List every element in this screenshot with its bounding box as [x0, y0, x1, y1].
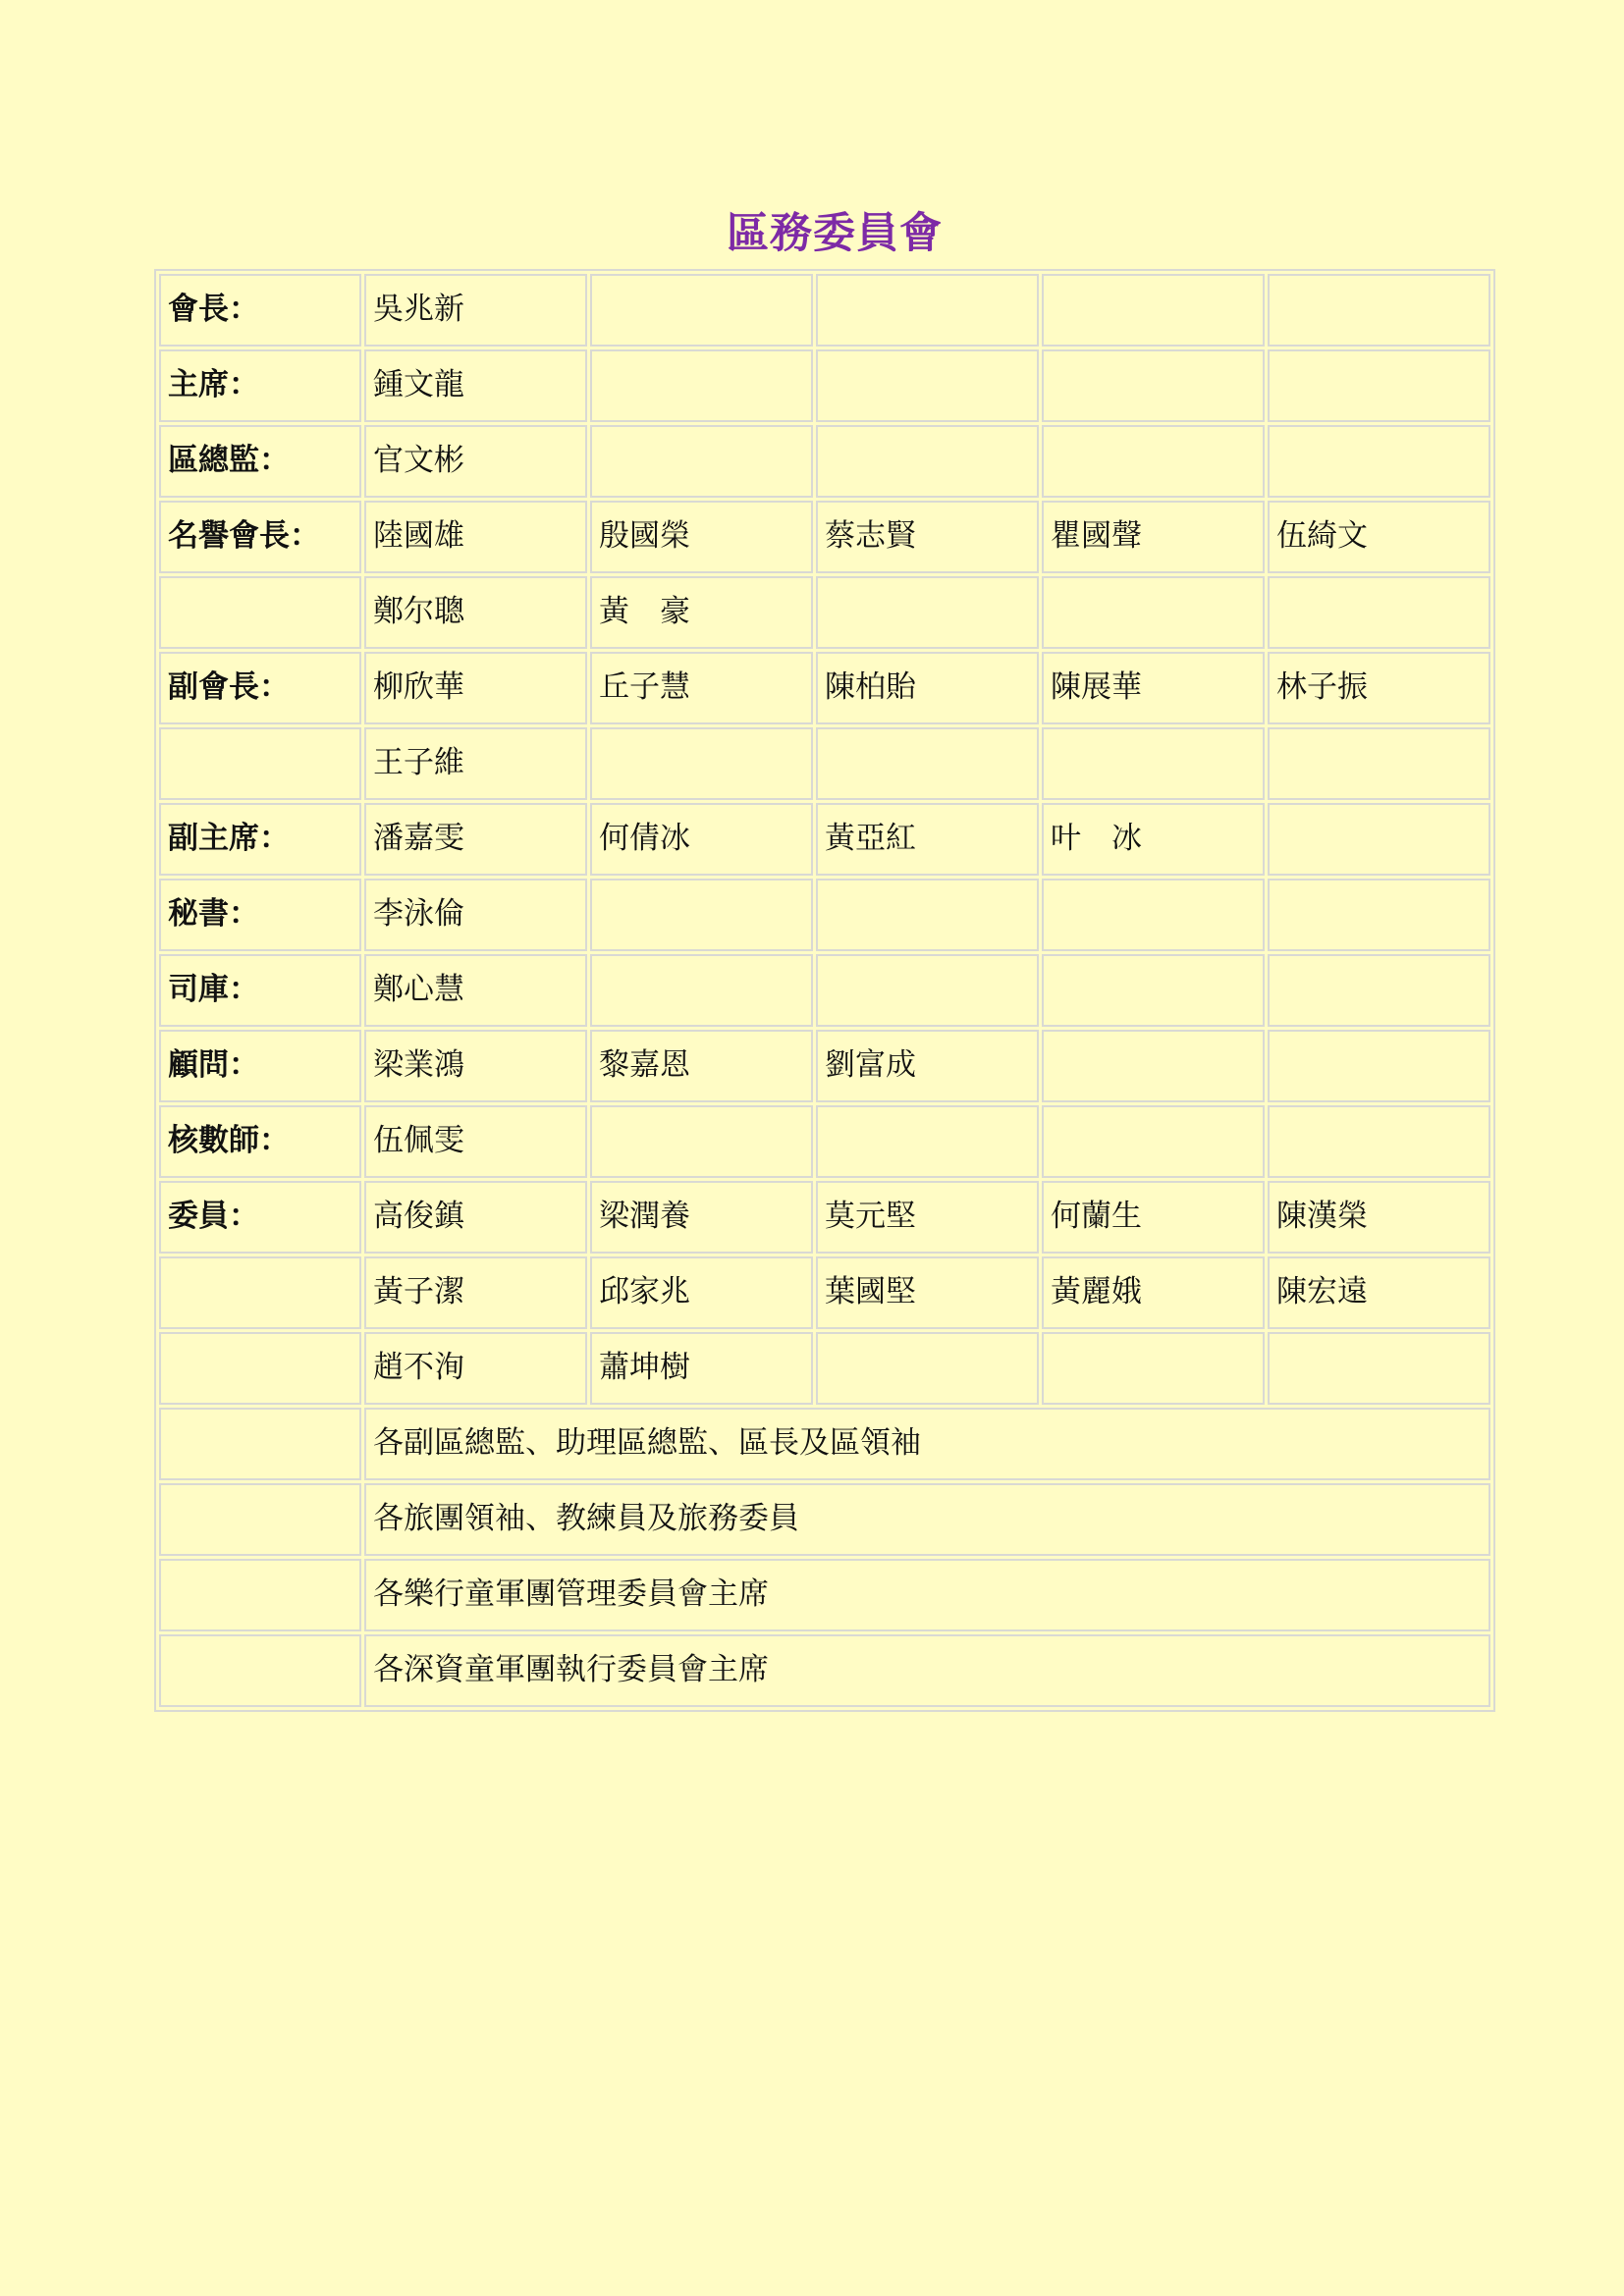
group-description: 各旅團領袖、教練員及旅務委員	[364, 1483, 1490, 1556]
member-name: 陳宏遠	[1268, 1256, 1490, 1329]
member-name: 葉國堅	[816, 1256, 1039, 1329]
member-name: 何蘭生	[1042, 1181, 1265, 1254]
role-label: 會長：	[159, 274, 361, 347]
committee-group-row	[159, 1559, 1490, 1631]
member-name: 高俊鎮	[364, 1181, 587, 1254]
member-name	[590, 727, 813, 800]
member-name: 黃 豪	[590, 576, 813, 649]
member-name: 鄭尔聰	[364, 576, 587, 649]
member-name: 邱家兆	[590, 1256, 813, 1329]
member-name: 陸國雄	[364, 501, 587, 573]
member-name: 王子維	[364, 727, 587, 800]
member-name: 李泳倫	[364, 879, 587, 951]
member-name	[1268, 349, 1490, 422]
member-name: 蔡志賢	[816, 501, 1039, 573]
committee-group-row	[159, 1483, 1490, 1556]
committee-group-row	[159, 1634, 1490, 1707]
group-description: 各樂行童軍團管理委員會主席	[364, 1559, 1490, 1631]
group-description: 各副區總監、助理區總監、區長及區領袖	[364, 1408, 1490, 1480]
member-name: 瞿國聲	[1042, 501, 1265, 573]
member-name	[1042, 274, 1265, 347]
member-name: 陳柏貽	[816, 652, 1039, 724]
role-label	[159, 576, 361, 649]
member-name	[1042, 349, 1265, 422]
member-name: 潘嘉雯	[364, 803, 587, 876]
role-label	[159, 727, 361, 800]
committee-row	[159, 879, 1490, 951]
member-name	[590, 274, 813, 347]
member-name: 黃亞紅	[816, 803, 1039, 876]
member-name: 趙不洵	[364, 1332, 587, 1405]
member-name: 官文彬	[364, 425, 587, 498]
member-name: 陳展華	[1042, 652, 1265, 724]
member-name: 伍綺文	[1268, 501, 1490, 573]
member-name	[816, 425, 1039, 498]
committee-row	[159, 501, 1490, 573]
member-name: 黎嘉恩	[590, 1030, 813, 1102]
role-label: 區總監：	[159, 425, 361, 498]
member-name	[1268, 803, 1490, 876]
role-label	[159, 1559, 361, 1631]
member-name: 梁業鴻	[364, 1030, 587, 1102]
role-label: 副主席：	[159, 803, 361, 876]
committee-row	[159, 1181, 1490, 1254]
committee-row	[159, 727, 1490, 800]
committee-row	[159, 803, 1490, 876]
member-name	[1268, 425, 1490, 498]
committee-row	[159, 954, 1490, 1027]
member-name	[590, 954, 813, 1027]
role-label	[159, 1634, 361, 1707]
committee-row	[159, 425, 1490, 498]
member-name	[1268, 1105, 1490, 1178]
member-name: 鍾文龍	[364, 349, 587, 422]
member-name	[1042, 879, 1265, 951]
member-name: 梁潤養	[590, 1181, 813, 1254]
member-name	[1042, 425, 1265, 498]
role-label: 主席：	[159, 349, 361, 422]
member-name	[816, 954, 1039, 1027]
member-name: 叶 冰	[1042, 803, 1265, 876]
member-name	[1042, 576, 1265, 649]
member-name	[816, 1332, 1039, 1405]
member-name: 柳欣華	[364, 652, 587, 724]
member-name	[816, 349, 1039, 422]
role-label	[159, 1332, 361, 1405]
member-name	[1268, 576, 1490, 649]
member-name	[1042, 1332, 1265, 1405]
member-name	[1268, 954, 1490, 1027]
member-name: 陳漢榮	[1268, 1181, 1490, 1254]
committee-row	[159, 274, 1490, 347]
committee-row	[159, 1256, 1490, 1329]
role-label: 顧問：	[159, 1030, 361, 1102]
committee-row	[159, 1105, 1490, 1178]
member-name: 丘子慧	[590, 652, 813, 724]
role-label	[159, 1483, 361, 1556]
role-label: 核數師：	[159, 1105, 361, 1178]
member-name	[816, 274, 1039, 347]
member-name	[1042, 954, 1265, 1027]
member-name	[1042, 1030, 1265, 1102]
member-name	[1268, 274, 1490, 347]
member-name	[816, 727, 1039, 800]
role-label: 司庫：	[159, 954, 361, 1027]
committee-row	[159, 349, 1490, 422]
member-name	[816, 1105, 1039, 1178]
member-name	[590, 349, 813, 422]
member-name	[1042, 727, 1265, 800]
member-name	[1042, 1105, 1265, 1178]
page-title: 區務委員會	[727, 209, 943, 258]
member-name: 殷國榮	[590, 501, 813, 573]
member-name: 林子振	[1268, 652, 1490, 724]
member-name	[1268, 1332, 1490, 1405]
member-name: 伍佩雯	[364, 1105, 587, 1178]
member-name: 吳兆新	[364, 274, 587, 347]
member-name	[590, 879, 813, 951]
member-name	[816, 576, 1039, 649]
role-label: 秘書：	[159, 879, 361, 951]
committee-row	[159, 652, 1490, 724]
member-name	[816, 879, 1039, 951]
member-name	[590, 425, 813, 498]
member-name	[1268, 879, 1490, 951]
member-name: 蕭坤樹	[590, 1332, 813, 1405]
role-label: 副會長：	[159, 652, 361, 724]
committee-group-row	[159, 1408, 1490, 1480]
role-label: 名譽會長：	[159, 501, 361, 573]
member-name: 黃麗娥	[1042, 1256, 1265, 1329]
committee-row	[159, 1332, 1490, 1405]
member-name: 鄭心慧	[364, 954, 587, 1027]
role-label: 委員：	[159, 1181, 361, 1254]
member-name	[1268, 727, 1490, 800]
member-name: 劉富成	[816, 1030, 1039, 1102]
member-name: 莫元堅	[816, 1181, 1039, 1254]
role-label	[159, 1256, 361, 1329]
committee-table	[154, 269, 1495, 1712]
member-name	[1268, 1030, 1490, 1102]
group-description: 各深資童軍團執行委員會主席	[364, 1634, 1490, 1707]
member-name: 何倩冰	[590, 803, 813, 876]
member-name	[590, 1105, 813, 1178]
committee-table-body	[159, 274, 1490, 1707]
committee-row	[159, 1030, 1490, 1102]
role-label	[159, 1408, 361, 1480]
member-name: 黃子潔	[364, 1256, 587, 1329]
committee-row	[159, 576, 1490, 649]
